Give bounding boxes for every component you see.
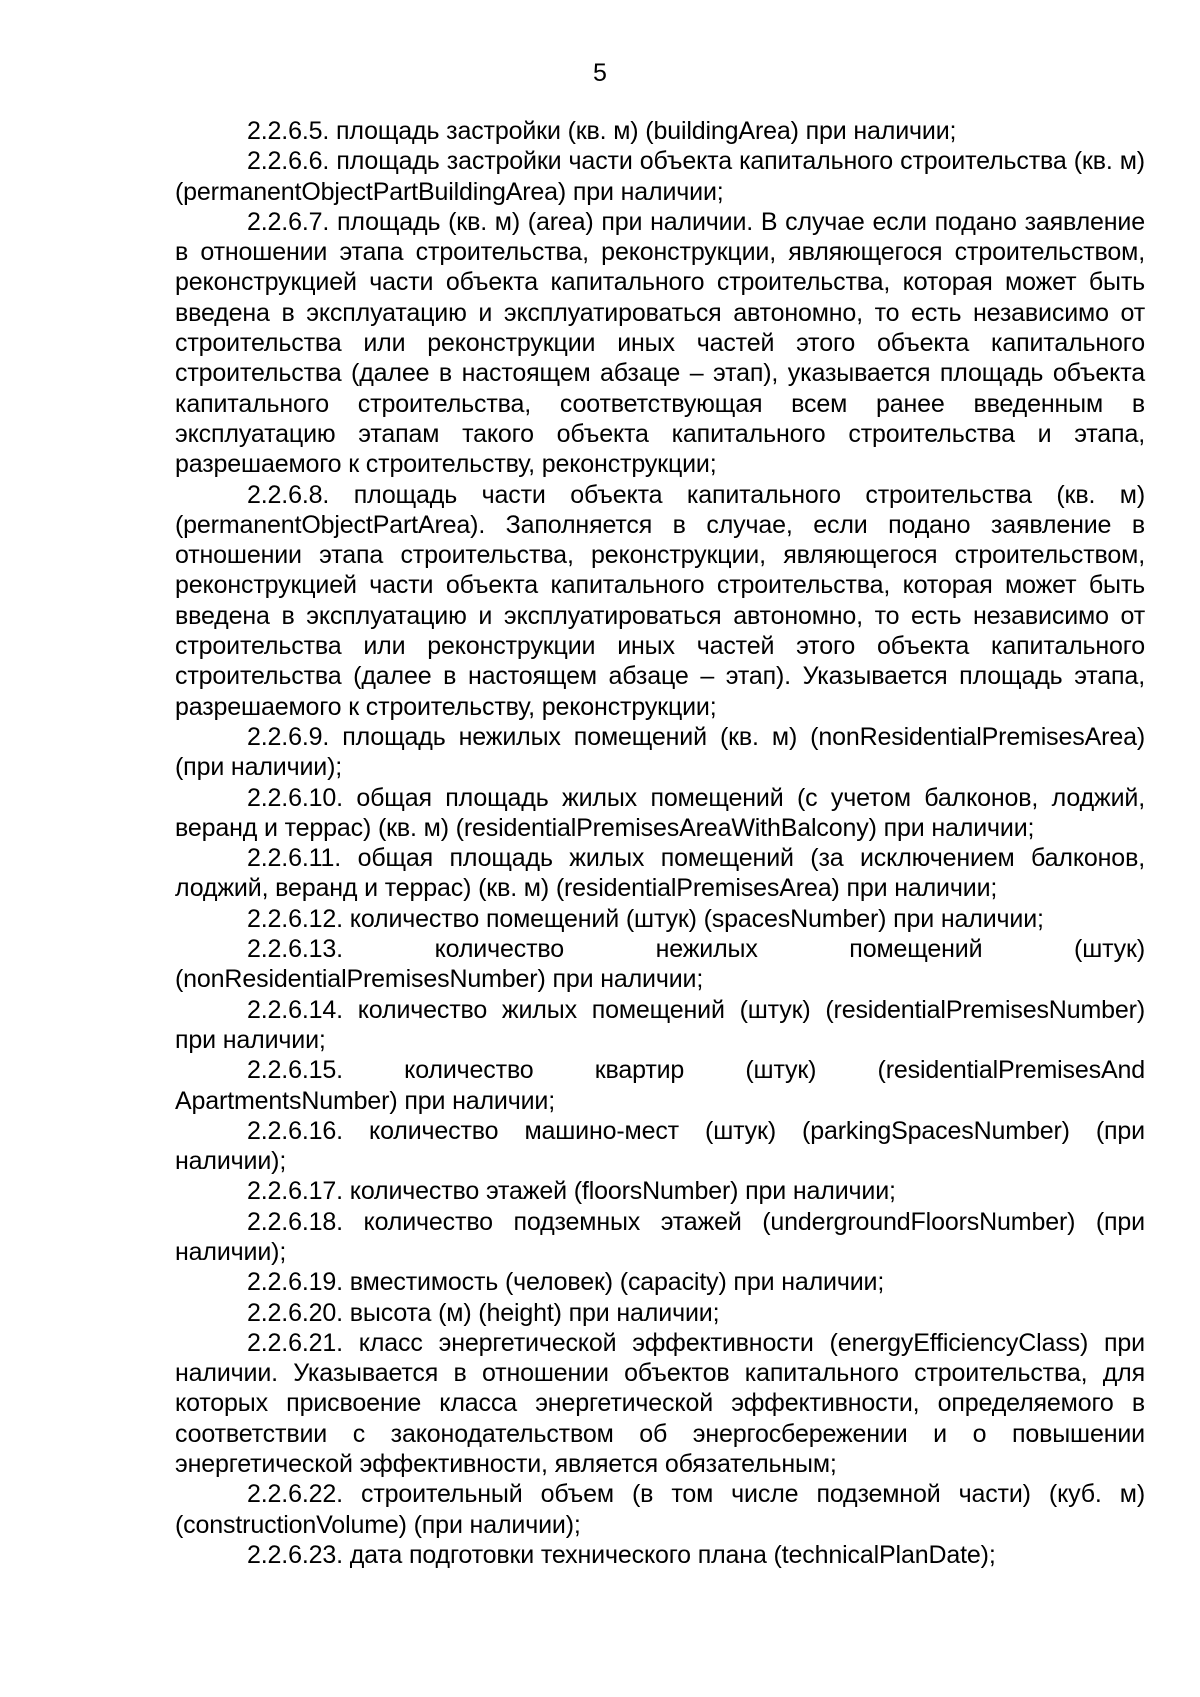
item-text: количество помещений (штук) (spacesNumber) при наличии;	[349, 904, 1044, 933]
item-number: 2.2.6.13.	[247, 935, 343, 964]
list-item	[175, 116, 1145, 146]
item-number: 2.2.6.12.	[247, 904, 343, 933]
list-item	[175, 1207, 1145, 1268]
item-number: 2.2.6.19.	[247, 1268, 343, 1297]
item-text: площадь нежилых помещений (кв. м) (nonResidentialPremisesArea) (при наличии);	[175, 722, 1145, 782]
list-item	[175, 1176, 1145, 1206]
list-item	[175, 1298, 1145, 1328]
item-text: площадь (кв. м) (area) при наличии. В случае если подано заявление в отношении этапа строительства, реконструкции, являющегося строительством, реконструкцией части объекта капитального строительства, которая может быть введена в эксплуатацию и эксплуатироваться автономно, то есть независимо от строительства или реконструкции иных частей этого объекта капитального строительства (далее в настоящем абзаце – этап), указывается площадь объекта капитального строительства, соответствующая всем ранее введенным в эксплуатацию этапам такого объекта капитального строительства и этапа, разрешаемого к строительству, реконструкции;	[175, 207, 1146, 479]
item-number: 2.2.6.17.	[247, 1177, 343, 1206]
item-number: 2.2.6.8.	[247, 480, 330, 509]
item-text: дата подготовки технического плана (technicalPlanDate);	[349, 1540, 996, 1569]
item-text: вместимость (человек) (capacity) при наличии;	[349, 1268, 885, 1297]
list-item	[175, 1479, 1145, 1540]
item-text: количество этажей (floorsNumber) при наличии;	[349, 1177, 896, 1206]
list-item	[175, 843, 1145, 904]
list-item	[175, 146, 1145, 207]
item-number: 2.2.6.18.	[247, 1207, 343, 1236]
item-number: 2.2.6.11.	[247, 844, 342, 873]
item-text: класс энергетической эффективности (energyEfficiencyClass) при наличии. Указывается в отношении объектов капитального строительства, для которых присвоение класса энергетической эффективности, определяемого в соответствии с законодательством об энергосбережении и о повышении энергетической эффективности, является обязательным;	[175, 1328, 1145, 1479]
item-number: 2.2.6.16.	[247, 1116, 343, 1145]
list-item	[175, 783, 1145, 844]
item-number: 2.2.6.15.	[247, 1056, 343, 1085]
item-number: 2.2.6.7.	[247, 207, 330, 236]
document-body	[175, 116, 1145, 1570]
item-text: количество нежилых помещений (штук) (nonResidentialPremisesNumber) при наличии;	[175, 935, 1145, 994]
item-text: общая площадь жилых помещений (за исключением балконов, лоджий, веранд и террас) (кв. м) (residentialPremisesArea) при наличии;	[175, 844, 1145, 903]
list-item	[175, 480, 1145, 722]
list-item	[175, 904, 1145, 934]
list-item	[175, 995, 1145, 1056]
item-text: площадь застройки части объекта капитального строительства (кв. м) (permanentObjectPartBuildingArea) при наличии;	[175, 147, 1145, 206]
item-text: площадь застройки (кв. м) (buildingArea) при наличии;	[336, 117, 957, 145]
list-item	[175, 1116, 1145, 1177]
item-text: высота (м) (height) при наличии;	[349, 1298, 720, 1327]
item-text: общая площадь жилых помещений (с учетом балконов, лоджий, веранд и террас) (кв. м) (residentialPremisesAreaWithBalcony) при наличии;	[175, 783, 1146, 842]
list-item	[175, 1328, 1145, 1479]
list-item	[175, 722, 1145, 783]
item-text: количество жилых помещений (штук) (residentialPremisesNumber) при наличии;	[175, 995, 1145, 1054]
item-text: количество подземных этажей (undergroundFloorsNumber) (при наличии);	[175, 1207, 1145, 1266]
item-text: площадь части объекта капитального строительства (кв. м) (permanentObjectPartArea). Заполняется в случае, если подано заявление в отношении этапа строительства, реконструкции, являющегося строительством, реконструкцией части объекта капитального строительства, которая может быть введена в эксплуатацию и эксплуатироваться автономно, то есть независимо от строительства или реконструкции иных частей этого объекта капитального строительства (далее в настоящем абзаце – этап). Указывается площадь этапа, разрешаемого к строительству, реконструкции;	[175, 480, 1145, 721]
item-number: 2.2.6.5.	[247, 117, 330, 145]
item-text: количество квартир (штук) (residentialPremisesAnd ApartmentsNumber) при наличии;	[175, 1056, 1146, 1115]
item-number: 2.2.6.10.	[247, 783, 343, 812]
list-item	[175, 1267, 1145, 1297]
item-text: количество машино-мест (штук) (parkingSpacesNumber) (при наличии);	[175, 1116, 1145, 1176]
item-number: 2.2.6.20.	[247, 1298, 343, 1327]
item-number: 2.2.6.14.	[247, 995, 343, 1024]
list-item	[175, 934, 1145, 995]
page-number: 5	[593, 59, 607, 87]
item-number: 2.2.6.6.	[247, 147, 330, 176]
item-text: строительный объем (в том числе подземной части) (куб. м) (constructionVolume) (при наличии);	[175, 1480, 1145, 1539]
list-item	[175, 207, 1145, 480]
list-item	[175, 1055, 1145, 1116]
item-number: 2.2.6.22.	[247, 1480, 343, 1509]
list-item	[175, 1540, 1145, 1570]
item-number: 2.2.6.9.	[247, 722, 330, 751]
item-number: 2.2.6.23.	[247, 1540, 343, 1569]
item-number: 2.2.6.21.	[247, 1328, 343, 1357]
